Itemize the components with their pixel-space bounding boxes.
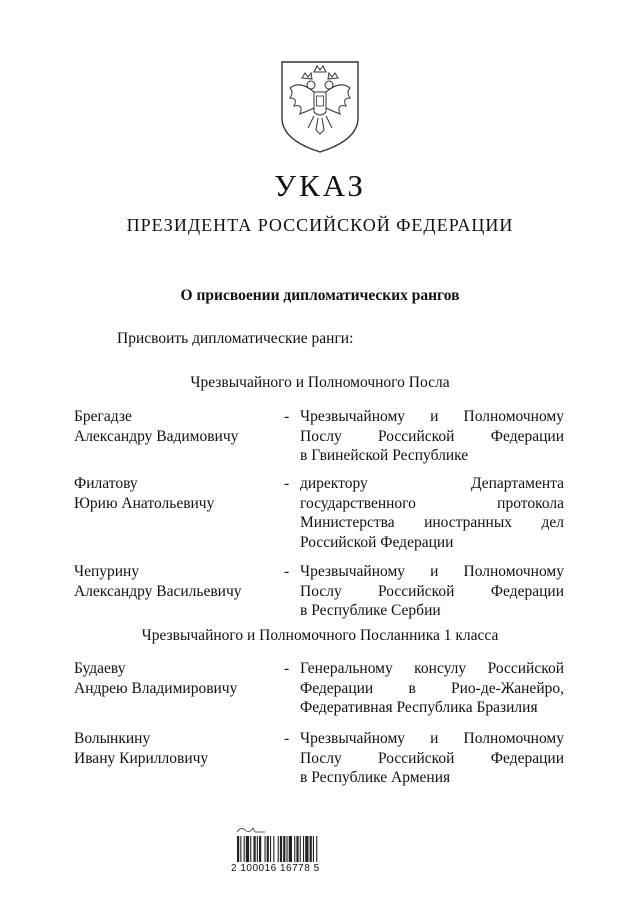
coat-of-arms-emblem-icon <box>278 58 362 154</box>
appointee-post <box>300 562 564 621</box>
intro-text: Присвоить дипломатические ранги: <box>117 330 354 347</box>
rank-heading: Чрезвычайного и Полномочного Посла <box>190 374 450 391</box>
document-title: УКАЗ <box>274 168 366 203</box>
post-line: Послу Российской Федерации <box>300 749 564 767</box>
appointee-surname: Чепурину <box>74 563 140 580</box>
rank-heading: Чрезвычайного и Полномочного Посланника 1 класса <box>141 627 499 644</box>
appointee-given-name: Александру Васильевичу <box>74 582 242 600</box>
barcode-number: 2 100016 16778 5 <box>231 863 320 874</box>
appointee-surname: Брегадзе <box>74 408 132 425</box>
appointee-post <box>300 474 564 552</box>
appointee-name <box>74 659 274 698</box>
appointee-name <box>74 729 274 768</box>
appointee-given-name: Ивану Кирилловичу <box>74 749 209 767</box>
post-line: государственного протокола <box>300 494 564 512</box>
dash-separator: - <box>284 408 290 425</box>
appointee-name <box>74 407 274 446</box>
appointee-post <box>300 407 564 466</box>
post-line: в Республике Сербии <box>300 602 441 619</box>
post-line: в Гвинейской Республике <box>300 447 469 464</box>
appointee-given-name: Юрию Анатольевичу <box>74 494 215 512</box>
dash-separator: - <box>284 730 290 747</box>
appointee-given-name: Андрею Владимировичу <box>74 679 238 697</box>
appointee-surname: Будаеву <box>74 660 126 677</box>
appointee-post <box>300 729 564 788</box>
appointee-post <box>300 659 564 718</box>
decree-subject: О присвоении дипломатических рангов <box>180 287 460 304</box>
post-line: Чрезвычайному и Полномочному <box>300 408 564 425</box>
appointee-name <box>74 562 274 601</box>
post-line: Министерства иностранных дел <box>300 514 564 531</box>
post-line: Послу Российской Федерации <box>300 427 564 445</box>
post-line: Федеративная Республика Бразилия <box>300 699 538 716</box>
dash-separator: - <box>284 475 290 492</box>
dash-separator: - <box>284 660 290 677</box>
post-line: Чрезвычайному и Полномочному <box>300 563 564 580</box>
post-line: Генеральному консулу Российской <box>300 660 564 677</box>
appointee-surname: Волынкину <box>74 730 151 747</box>
post-line: Российской Федерации <box>300 533 454 551</box>
issuer-heading: ПРЕЗИДЕНТА РОССИЙСКОЙ ФЕДЕРАЦИИ <box>126 215 514 235</box>
post-line: Послу Российской Федерации <box>300 582 564 600</box>
appointee-name <box>74 474 274 513</box>
post-line: Чрезвычайному и Полномочному <box>300 730 564 747</box>
appointee-surname: Филатову <box>74 475 138 492</box>
dash-separator: - <box>284 563 290 580</box>
appointee-given-name: Александру Вадимовичу <box>74 427 239 445</box>
post-line: директору Департамента <box>300 475 564 492</box>
post-line: в Республике Армения <box>300 769 451 786</box>
post-line: Федерации в Рио-де-Жанейро, <box>300 679 564 697</box>
